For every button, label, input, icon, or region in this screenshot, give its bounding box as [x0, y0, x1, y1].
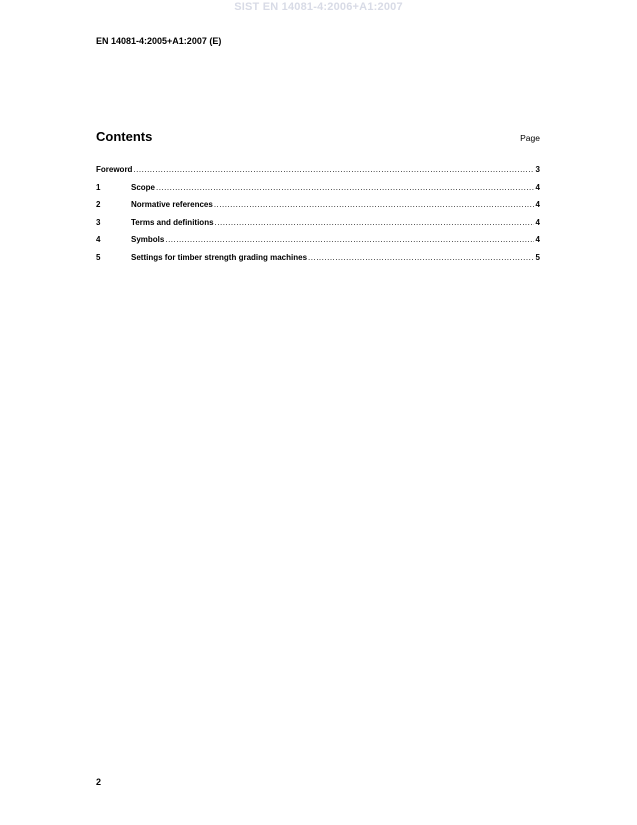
- toc-entry-page: 4: [535, 235, 540, 244]
- page-number: 2: [96, 777, 102, 787]
- toc-entry-title: Terms and definitions: [131, 217, 214, 227]
- toc-entry-page: 4: [535, 182, 540, 192]
- toc-entry-page: 3: [535, 165, 540, 174]
- toc-entry-normative-references[interactable]: [96, 200, 540, 218]
- toc-entry-symbols[interactable]: [96, 235, 540, 253]
- toc-entry-number: 2: [96, 200, 101, 209]
- document-header: EN 14081-4:2005+A1:2007 (E): [96, 36, 222, 46]
- toc-entry-title: Scope: [131, 182, 156, 192]
- watermark-text: SIST EN 14081-4:2006+A1:2007: [234, 1, 403, 13]
- toc-entry-title: Symbols: [131, 235, 165, 244]
- toc-entry-settings[interactable]: [96, 253, 540, 271]
- toc-entry-number: 5: [96, 252, 101, 262]
- toc-entry-title: Foreword: [96, 165, 133, 174]
- toc-entry-scope[interactable]: [96, 183, 540, 201]
- page-column-label: Page: [520, 133, 540, 143]
- toc-entry-page: 4: [535, 217, 540, 227]
- toc-entry-page: 5: [535, 252, 540, 262]
- toc-leader-dots: [156, 183, 534, 192]
- table-of-contents: [96, 165, 540, 270]
- toc-entry-number: 3: [96, 217, 101, 227]
- toc-leader-dots: [133, 165, 533, 174]
- toc-entry-title: Normative references: [131, 200, 213, 209]
- toc-entry-number: 4: [96, 235, 101, 244]
- toc-entry-page: 4: [535, 200, 540, 209]
- toc-entry-terms-and-definitions[interactable]: [96, 218, 540, 236]
- toc-leader-dots: [165, 235, 533, 244]
- toc-leader-dots: [214, 200, 534, 209]
- toc-entry-title: Settings for timber strength grading machines: [131, 252, 308, 262]
- toc-entry-foreword[interactable]: [96, 165, 540, 183]
- toc-entry-number: 1: [96, 182, 101, 192]
- toc-leader-dots: [308, 253, 534, 262]
- contents-heading: Contents: [96, 129, 153, 144]
- toc-leader-dots: [215, 218, 534, 227]
